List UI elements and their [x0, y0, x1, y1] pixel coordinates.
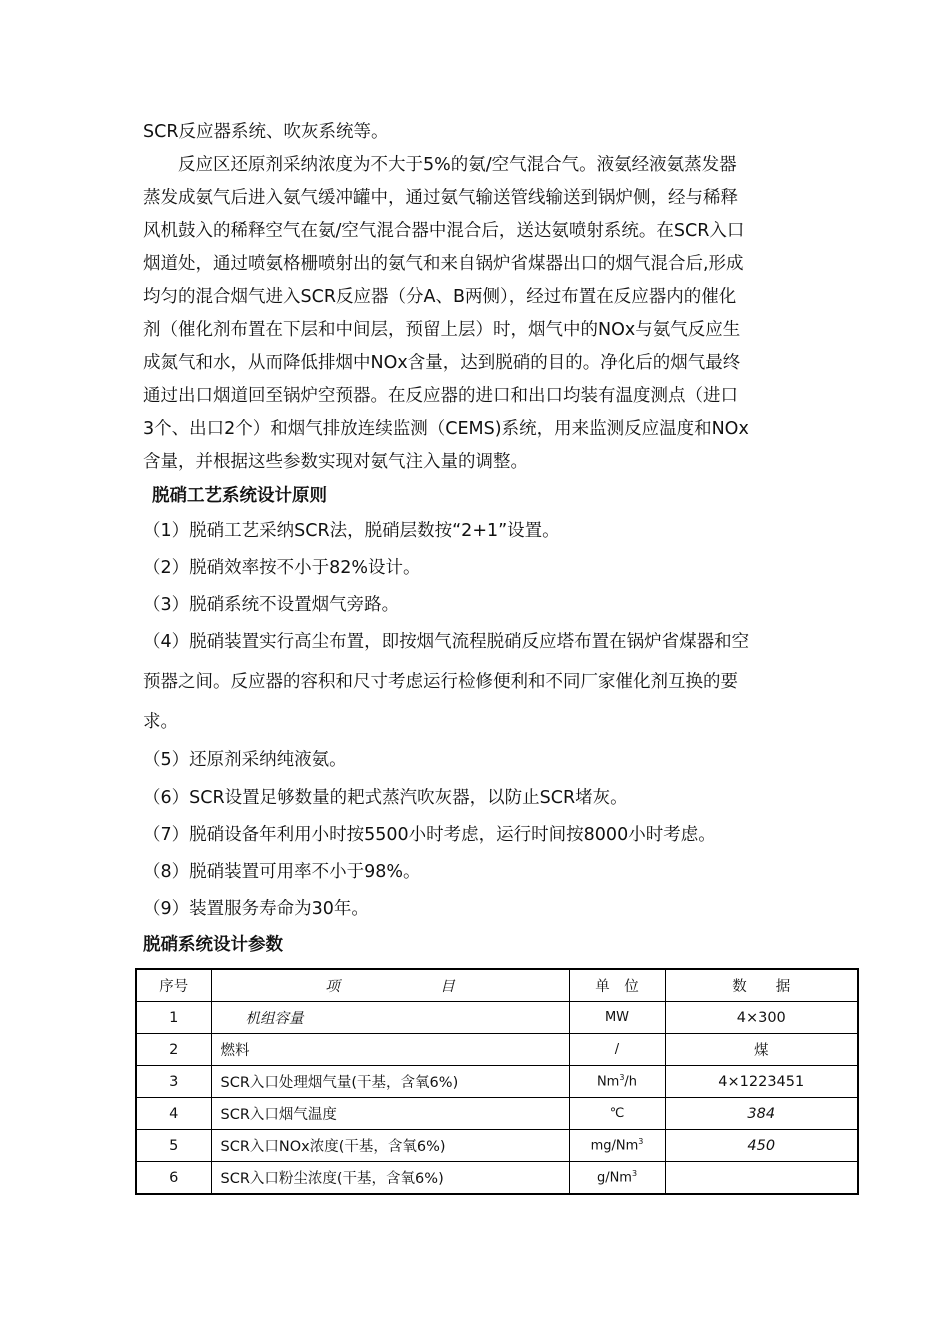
cell-data: 384	[665, 1098, 858, 1130]
table-row	[136, 1002, 858, 1034]
design-params-table	[135, 968, 859, 1195]
paragraph-line: 剂（催化剂布置在下层和中间层，预留上层）时，烟气中的NOx与氨气反应生	[143, 320, 741, 340]
cell-unit	[569, 1066, 665, 1098]
unit-text: mg/Nm	[590, 1138, 639, 1154]
principle-item: （8）脱硝装置可用率不小于98%。	[143, 862, 421, 882]
principle-item: （5）还原剂采纳纯液氨。	[143, 750, 347, 770]
principle-item: （6）SCR设置足够数量的耙式蒸汽吹灰器，以防止SCR堵灰。	[143, 788, 628, 808]
paragraph-line: 通过出口烟道回至锅炉空预器。在反应器的进口和出口均装有温度测点（进口	[143, 386, 738, 406]
principle-item: （3）脱硝系统不设置烟气旁路。	[143, 595, 400, 615]
cell-item: 机组容量	[211, 1002, 569, 1034]
cell-data: 煤	[665, 1034, 858, 1066]
unit-text: g/Nm	[596, 1170, 632, 1186]
params-heading: 脱硝系统设计参数	[143, 935, 283, 955]
cell-unit	[569, 1162, 665, 1195]
paragraph-line: 反应区还原剂采纳浓度为不大于5%的氨/空气混合气。液氨经液氨蒸发器	[178, 155, 737, 175]
principle-item: （2）脱硝效率按不小于82%设计。	[143, 558, 421, 578]
unit-superscript: 3	[631, 1169, 638, 1179]
cell-item: 燃料	[211, 1034, 569, 1066]
unit-text: MW	[604, 1010, 630, 1025]
cell-item: SCR入口粉尘浓度(干基，含氧6%)	[211, 1162, 569, 1195]
unit-text: ℃	[609, 1106, 625, 1121]
table-row	[136, 1162, 858, 1195]
table-row	[136, 1130, 858, 1162]
principle-item: （1）脱硝工艺采纳SCR法，脱硝层数按“2+1”设置。	[143, 521, 560, 541]
cell-unit	[569, 1034, 665, 1066]
cell-data: 4×1223451	[665, 1066, 858, 1098]
paragraph-line: 风机鼓入的稀释空气在氨/空气混合器中混合后，送达氨喷射系统。在SCR入口	[143, 221, 745, 241]
header-item	[211, 969, 569, 1002]
cell-no: 1	[136, 1002, 211, 1034]
cell-unit	[569, 1002, 665, 1034]
paragraph-line: 均匀的混合烟气进入SCR反应器（分A、B两侧），经过布置在反应器内的催化	[143, 287, 737, 307]
principle-item: （9）装置服务寿命为30年。	[143, 899, 369, 919]
cell-unit	[569, 1130, 665, 1162]
cell-no: 5	[136, 1130, 211, 1162]
cell-item: SCR入口NOx浓度(干基，含氧6%)	[211, 1130, 569, 1162]
paragraph-line: 3个、出口2个）和烟气排放连续监测（CEMS)系统，用来监测反应温度和NOx	[143, 419, 749, 439]
cell-data: 450	[665, 1130, 858, 1162]
paragraph-line: 含量，并根据这些参数实现对氨气注入量的调整。	[143, 452, 528, 472]
cell-item: SCR入口烟气温度	[211, 1098, 569, 1130]
paragraph-line: SCR反应器系统、吹灰系统等。	[143, 122, 389, 142]
unit-text: /	[614, 1042, 620, 1057]
table-row	[136, 1098, 858, 1130]
cell-no: 4	[136, 1098, 211, 1130]
cell-data	[665, 1162, 858, 1195]
principle-item: （4）脱硝装置实行高尘布置，即按烟气流程脱硝反应塔布置在锅炉省煤器和空	[143, 632, 750, 652]
cell-data: 4×300	[665, 1002, 858, 1034]
principles-heading: 脱硝工艺系统设计原则	[152, 486, 327, 506]
cell-no: 3	[136, 1066, 211, 1098]
cell-no: 6	[136, 1162, 211, 1195]
cell-item: SCR入口处理烟气量(干基，含氧6%)	[211, 1066, 569, 1098]
unit-superscript: 3	[638, 1137, 644, 1147]
paragraph-line: 蒸发成氨气后进入氨气缓冲罐中，通过氨气输送管线输送到锅炉侧，经与稀释	[143, 188, 738, 208]
principle-item: （7）脱硝设备年利用小时按5500小时考虑，运行时间按8000小时考虑。	[143, 825, 716, 845]
principle-item: 预器之间。反应器的容积和尺寸考虑运行检修便利和不同厂家催化剂互换的要	[143, 672, 738, 692]
paragraph-line: 成氮气和水，从而降低排烟中NOx含量，达到脱硝的目的。净化后的烟气最终	[143, 353, 741, 373]
unit-superscript: 3	[619, 1073, 625, 1083]
header-item-b: 目	[440, 979, 455, 995]
table-header-row	[136, 969, 858, 1002]
unit-text: Nm	[596, 1074, 620, 1090]
header-item-a: 项	[325, 979, 340, 995]
table-row	[136, 1066, 858, 1098]
cell-no: 2	[136, 1034, 211, 1066]
header-unit: 单 位	[569, 969, 665, 1002]
header-data: 数 据	[665, 969, 858, 1002]
paragraph-line: 烟道处，通过喷氨格栅喷射出的氨气和来自锅炉省煤器出口的烟气混合后,形成	[143, 254, 744, 274]
header-no: 序号	[136, 969, 211, 1002]
cell-unit	[569, 1098, 665, 1130]
principle-item: 求。	[143, 712, 178, 732]
unit-tail: /h	[624, 1074, 638, 1090]
table-row	[136, 1034, 858, 1066]
